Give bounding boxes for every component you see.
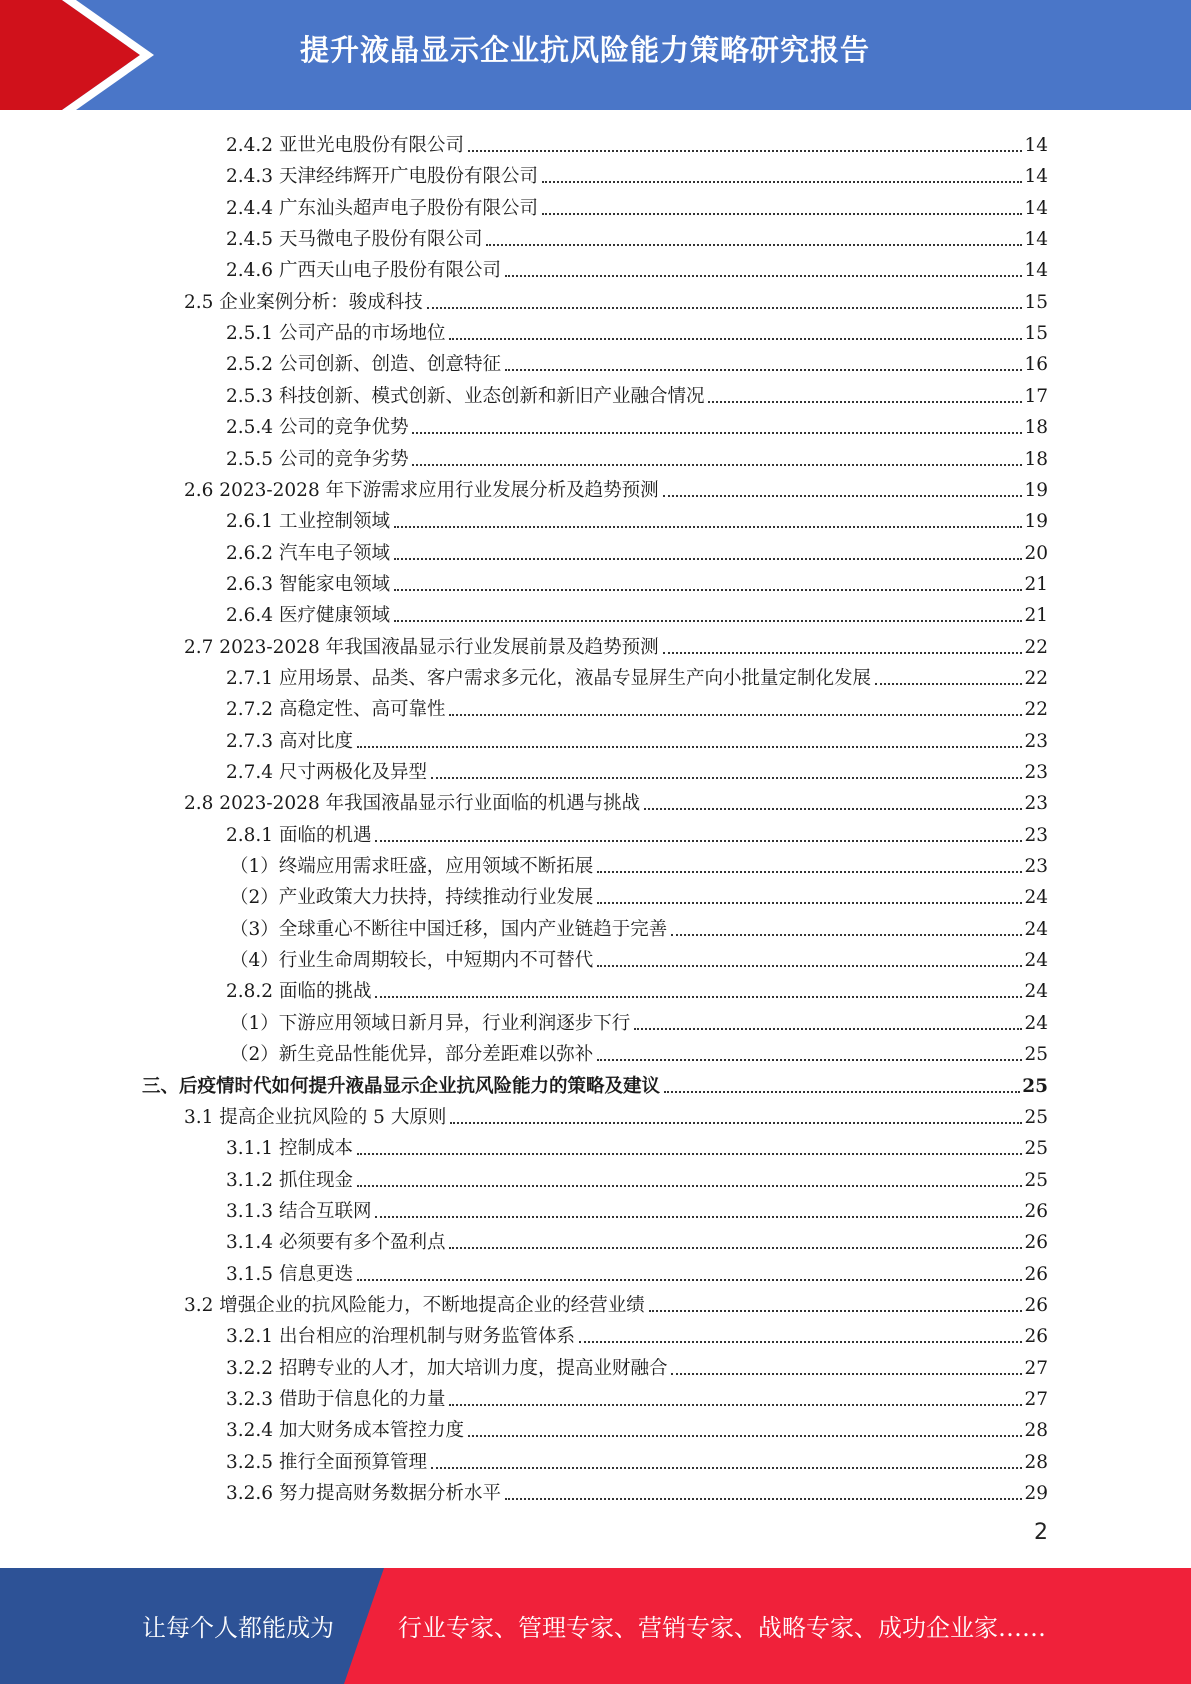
toc-entry[interactable] <box>226 1256 1048 1287</box>
toc-entry-page: 28 <box>1024 1451 1048 1473</box>
toc-entry-page: 22 <box>1024 636 1048 658</box>
toc-entry-label: 2.8.2 面临的挑战 <box>226 981 372 1003</box>
toc-entry-page: 26 <box>1024 1294 1048 1316</box>
toc-entry[interactable] <box>226 221 1048 252</box>
page-footer <box>0 1568 1191 1684</box>
toc-entry-label: 2.6 2023-2028 年下游需求应用行业发展分析及趋势预测 <box>184 479 659 501</box>
toc-entry-label: 2.7.4 尺寸两极化及异型 <box>226 762 427 783</box>
toc-entry-page: 24 <box>1024 1012 1048 1034</box>
toc-entry-page: 23 <box>1024 793 1048 815</box>
toc-entry-page: 26 <box>1024 1326 1048 1348</box>
toc-leader-dots <box>357 1185 1023 1187</box>
toc-entry-page: 24 <box>1024 918 1048 940</box>
toc-leader-dots <box>505 275 1022 277</box>
toc-entry[interactable] <box>226 158 1048 189</box>
toc-entry-label: （4）行业生命周期较长，中短期内不可替代 <box>230 950 594 972</box>
toc-entry[interactable] <box>226 1224 1048 1255</box>
toc-entry-page: 14 <box>1024 260 1048 282</box>
toc-entry-page: 18 <box>1024 448 1048 470</box>
toc-entry-label: 2.4.3 天津经纬辉开广电股份有限公司 <box>226 166 538 188</box>
toc-entry[interactable] <box>226 754 1048 785</box>
toc-entry-label: 2.8.1 面临的机遇 <box>226 824 372 846</box>
toc-entry[interactable] <box>184 472 1048 503</box>
toc-leader-dots <box>431 1467 1022 1469</box>
toc-entry[interactable] <box>226 315 1048 346</box>
toc-entry[interactable] <box>184 1287 1048 1318</box>
toc-entry-page: 17 <box>1024 385 1048 407</box>
toc-entry[interactable] <box>184 1099 1048 1130</box>
toc-entry-label: 2.4.4 广东汕头超声电子股份有限公司 <box>226 197 538 219</box>
toc-leader-dots <box>649 1310 1023 1312</box>
toc-entry-label: 2.5 企业案例分析：骏成科技 <box>184 291 423 313</box>
toc-entry-page: 21 <box>1024 605 1048 627</box>
toc-leader-dots <box>449 714 1022 716</box>
toc-leader-dots <box>468 150 1022 152</box>
toc-entry[interactable] <box>226 409 1048 440</box>
toc-leader-dots <box>431 777 1022 779</box>
toc-leader-dots <box>450 1122 1022 1124</box>
toc-entry[interactable] <box>226 817 1048 848</box>
toc-entry-page: 14 <box>1024 166 1048 188</box>
toc-entry-page: 26 <box>1024 1232 1048 1254</box>
toc-entry-label: 2.4.5 天马微电子股份有限公司 <box>226 229 483 251</box>
toc-entry-label: 3.1.4 必须要有多个盈利点 <box>226 1232 446 1254</box>
toc-leader-dots <box>663 495 1023 497</box>
toc-entry-label: 3.1.3 结合互联网 <box>226 1200 372 1222</box>
toc-entry[interactable] <box>226 1318 1048 1349</box>
toc-entry-label: 2.5.2 公司创新、创造、创意特征 <box>226 354 501 376</box>
toc-entry-label: 3.1.2 抓住现金 <box>226 1169 353 1191</box>
toc-leader-dots <box>486 244 1022 246</box>
toc-leader-dots <box>357 1279 1023 1281</box>
toc-leader-dots <box>542 213 1022 215</box>
toc-leader-dots <box>708 401 1022 403</box>
toc-entry[interactable] <box>230 879 1048 910</box>
toc-entry-label: 3.1 提高企业抗风险的 5 大原则 <box>184 1106 447 1128</box>
toc-entry[interactable] <box>226 535 1048 566</box>
toc-entry-page: 14 <box>1024 197 1048 219</box>
toc-leader-dots <box>375 840 1022 842</box>
toc-entry-label: 三、后疫情时代如何提升液晶显示企业抗风险能力的策略及建议 <box>142 1075 661 1097</box>
toc-entry-label: （3）全球重心不断往中国迁移，国内产业链趋于完善 <box>230 918 668 940</box>
toc-leader-dots <box>597 1059 1022 1061</box>
toc-entry-label: 2.6.2 汽车电子领域 <box>226 542 390 564</box>
toc-entry-page: 25 <box>1024 1044 1048 1066</box>
toc-entry-page: 25 <box>1022 1075 1048 1097</box>
toc-entry[interactable] <box>226 1444 1048 1475</box>
toc-entry[interactable] <box>226 346 1048 377</box>
toc-entry-label: 3.2.4 加大财务成本管控力度 <box>226 1420 464 1442</box>
toc-entry-label: 3.2.5 推行全面预算管理 <box>226 1451 427 1473</box>
toc-entry-label: 2.6.3 智能家电领域 <box>226 573 390 595</box>
toc-entry-page: 23 <box>1024 730 1048 752</box>
toc-entry-label: 3.2 增强企业的抗风险能力，不断地提高企业的经营业绩 <box>184 1294 645 1316</box>
toc-entry-page: 25 <box>1024 1106 1048 1128</box>
toc-leader-dots <box>412 432 1022 434</box>
toc-entry-label: 2.7 2023-2028 年我国液晶显示行业发展前景及趋势预测 <box>184 636 659 658</box>
toc-leader-dots <box>394 558 1022 560</box>
toc-entry-page: 18 <box>1024 417 1048 439</box>
toc-entry[interactable] <box>226 1193 1048 1224</box>
toc-leader-dots <box>671 1373 1022 1375</box>
toc-entry-label: 2.5.1 公司产品的市场地位 <box>226 323 446 345</box>
toc-entry-label: 3.2.6 努力提高财务数据分析水平 <box>226 1483 501 1505</box>
toc-entry[interactable] <box>226 660 1048 691</box>
toc-entry[interactable] <box>226 441 1048 472</box>
toc-leader-dots <box>505 1498 1022 1500</box>
toc-leader-dots <box>394 589 1022 591</box>
footer-slogan-left: 让每个人都能成为 <box>142 1614 334 1642</box>
toc-entry[interactable] <box>226 597 1048 628</box>
toc-entry-page: 23 <box>1024 856 1048 878</box>
toc-leader-dots <box>449 1247 1022 1249</box>
toc-leader-dots <box>375 996 1022 998</box>
toc-entry[interactable] <box>226 973 1048 1004</box>
report-title: 提升液晶显示企业抗风险能力策略研究报告 <box>300 33 871 67</box>
toc-entry-label: 2.5.5 公司的竞争劣势 <box>226 448 409 470</box>
toc-entry-page: 19 <box>1024 511 1048 533</box>
toc-leader-dots <box>875 683 1022 685</box>
toc-entry[interactable] <box>226 691 1048 722</box>
toc-leader-dots <box>671 934 1022 936</box>
toc-leader-dots <box>394 526 1022 528</box>
toc-entry-label: 2.8 2023-2028 年我国液晶显示行业面临的机遇与挑战 <box>184 793 641 815</box>
toc-leader-dots <box>663 652 1023 654</box>
toc-leader-dots <box>664 1091 1020 1093</box>
toc-leader-dots <box>449 1404 1022 1406</box>
toc-entry-page: 27 <box>1024 1357 1048 1379</box>
toc-entry-page: 26 <box>1024 1200 1048 1222</box>
toc-leader-dots <box>427 307 1023 309</box>
toc-entry[interactable] <box>184 785 1048 816</box>
toc-entry-page: 15 <box>1024 291 1048 313</box>
toc-entry[interactable] <box>226 723 1048 754</box>
toc-entry[interactable] <box>226 190 1048 221</box>
toc-entry-page: 19 <box>1024 479 1048 501</box>
page-number: 2 <box>1034 1520 1048 1545</box>
toc-entry[interactable] <box>184 629 1048 660</box>
toc-leader-dots <box>375 1216 1022 1218</box>
toc-entry[interactable] <box>226 1412 1048 1443</box>
toc-entry-label: （2）产业政策大力扶持，持续推动行业发展 <box>230 887 594 909</box>
toc-entry[interactable] <box>226 252 1048 283</box>
toc-entry-page: 24 <box>1024 981 1048 1003</box>
page-header <box>0 0 1191 110</box>
toc-entry-page: 16 <box>1024 354 1048 376</box>
toc-entry-page: 14 <box>1024 135 1048 156</box>
toc-entry-label: 2.7.2 高稳定性、高可靠性 <box>226 699 446 721</box>
toc-entry[interactable] <box>226 1350 1048 1381</box>
toc-entry-page: 22 <box>1024 699 1048 721</box>
toc-entry-label: 3.2.3 借助于信息化的力量 <box>226 1389 446 1410</box>
toc-entry[interactable] <box>230 1036 1048 1067</box>
toc-entry[interactable] <box>226 378 1048 409</box>
toc-entry-label: 2.6.1 工业控制领域 <box>226 511 390 533</box>
toc-leader-dots <box>357 746 1023 748</box>
toc-entry-label: 3.1.1 控制成本 <box>226 1138 353 1160</box>
toc-leader-dots <box>394 620 1022 622</box>
toc-entry-label: 2.6.4 医疗健康领域 <box>226 605 390 627</box>
toc-entry-label: 2.5.4 公司的竞争优势 <box>226 417 409 439</box>
toc-entry[interactable] <box>230 911 1048 942</box>
toc-entry-label: （1）终端应用需求旺盛，应用领域不断拓展 <box>230 856 594 878</box>
toc-leader-dots <box>357 1153 1023 1155</box>
toc-entry-page: 21 <box>1024 573 1048 595</box>
toc-entry-label: 3.2.2 招聘专业的人才，加大培训力度，提高业财融合 <box>226 1357 668 1379</box>
toc-entry-label: 2.5.3 科技创新、模式创新、业态创新和新旧产业融合情况 <box>226 385 705 407</box>
footer-slogan-right: 行业专家、管理专家、营销专家、战略专家、成功企业家…… <box>398 1614 1046 1642</box>
toc-entry-page: 25 <box>1024 1138 1048 1160</box>
toc-entry-label: （2）新生竞品性能优异，部分差距难以弥补 <box>230 1044 594 1066</box>
toc-leader-dots <box>644 808 1022 810</box>
toc-entry[interactable] <box>230 848 1048 879</box>
toc-leader-dots <box>597 902 1022 904</box>
toc-entry-label: （1）下游应用领域日新月异，行业利润逐步下行 <box>230 1012 631 1034</box>
toc-leader-dots <box>468 1435 1022 1437</box>
toc-entry[interactable] <box>226 1475 1048 1506</box>
toc-entry[interactable] <box>226 1162 1048 1193</box>
toc-entry-page: 23 <box>1024 762 1048 783</box>
toc-entry-page: 24 <box>1024 887 1048 909</box>
toc-entry-page: 29 <box>1024 1483 1048 1505</box>
toc-entry-page: 26 <box>1024 1263 1048 1285</box>
toc-leader-dots <box>597 871 1022 873</box>
toc-entry[interactable] <box>184 284 1048 315</box>
toc-entry-page: 28 <box>1024 1420 1048 1442</box>
toc-entry-label: 3.1.5 信息更迭 <box>226 1263 353 1285</box>
toc-entry[interactable] <box>226 503 1048 534</box>
toc-leader-dots <box>542 181 1022 183</box>
toc-entry-page: 14 <box>1024 229 1048 251</box>
toc-entry-label: 2.4.6 广西天山电子股份有限公司 <box>226 260 501 282</box>
toc-entry[interactable] <box>230 942 1048 973</box>
toc-entry[interactable] <box>142 1068 1048 1099</box>
toc-leader-dots <box>579 1341 1022 1343</box>
toc-entry-label: 2.7.3 高对比度 <box>226 730 353 752</box>
toc-entry[interactable] <box>226 566 1048 597</box>
toc-entry-page: 23 <box>1024 824 1048 846</box>
toc-leader-dots <box>412 464 1022 466</box>
toc-entry-label: 2.7.1 应用场景、品类、客户需求多元化，液晶专显屏生产向小批量定制化发展 <box>226 667 871 689</box>
toc-entry[interactable] <box>230 1005 1048 1036</box>
toc-entry-page: 22 <box>1024 667 1048 689</box>
toc-entry[interactable] <box>226 127 1048 158</box>
toc-entry-label: 2.4.2 亚世光电股份有限公司 <box>226 135 464 156</box>
toc-leader-dots <box>505 369 1022 371</box>
toc-entry-page: 24 <box>1024 950 1048 972</box>
toc-leader-dots <box>449 338 1022 340</box>
toc-entry[interactable] <box>226 1130 1048 1161</box>
toc-entry-page: 25 <box>1024 1169 1048 1191</box>
toc-entry[interactable] <box>226 1381 1048 1412</box>
toc-entry-label: 3.2.1 出台相应的治理机制与财务监管体系 <box>226 1326 575 1348</box>
toc-entry-page: 20 <box>1024 542 1048 564</box>
toc-entry-page: 15 <box>1024 323 1048 345</box>
toc-leader-dots <box>634 1028 1022 1030</box>
toc-entry-page: 27 <box>1024 1389 1048 1410</box>
toc-leader-dots <box>597 965 1022 967</box>
